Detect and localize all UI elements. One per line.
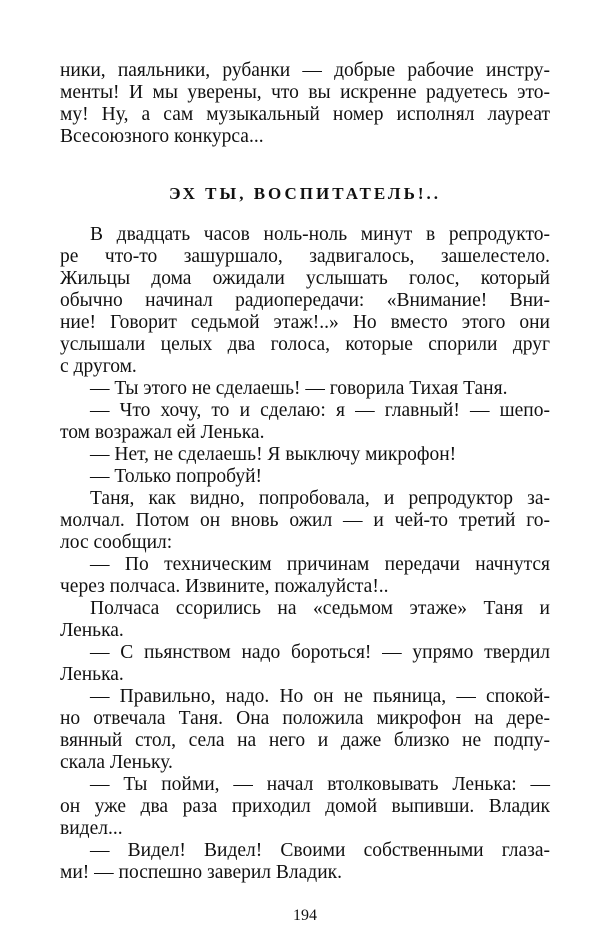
page-number: 194 xyxy=(293,907,317,924)
text-line: через полчаса. Извините, пожалуйста!.. xyxy=(60,576,389,597)
text-line: Полчаса ссорились на «седьмом этаже» Таня и xyxy=(90,598,550,619)
text-line: ре что-то зашуршало, задвигалось, зашелестело. xyxy=(60,246,550,267)
text-line: — Что хочу, то и сделаю: я — главный! — шепо- xyxy=(90,400,550,421)
section-heading: ЭХ ТЫ, ВОСПИТАТЕЛЬ!.. xyxy=(168,184,441,203)
text-line: Ленька. xyxy=(60,664,124,685)
text-line: — Ты пойми, — начал втолковывать Ленька: — xyxy=(90,774,550,795)
text-line: ми! — поспешно заверил Владик. xyxy=(60,862,343,883)
text-line: — По техническим причинам передачи начнутся xyxy=(90,554,550,575)
text-line: ники, паяльники, рубанки — добрые рабочие инстру- xyxy=(60,60,550,81)
text-line: но отвечала Таня. Она положила микрофон на дере- xyxy=(60,708,550,729)
text-line: В двадцать часов ноль-ноль минут в репродукто- xyxy=(90,224,550,245)
text-line: — Ты этого не сделаешь! — говорила Тихая Таня. xyxy=(90,378,508,399)
text-line: услышали целых два голоса, которые спорили друг xyxy=(60,334,550,355)
text-line: — С пьянством надо бороться! — упрямо твердил xyxy=(90,642,550,663)
text-line: — Видел! Видел! Своими собственными глаза- xyxy=(90,840,550,861)
text-line: — Правильно, надо. Но он не пьяница, — спокой- xyxy=(90,686,550,707)
text-line: обычно начинал радиопередачи: «Внимание! Вни- xyxy=(60,290,550,311)
text-line: менты! И мы уверены, что вы искренне радуетесь это- xyxy=(60,82,550,103)
text-line: скала Леньку. xyxy=(60,752,173,773)
text-line: ние! Говорит седьмой этаж!..» Но вместо этого они xyxy=(60,312,550,333)
text-line: молчал. Потом он вновь ожил — и чей-то третий го- xyxy=(60,510,550,531)
text-line: Таня, как видно, попробовала, и репродуктор за- xyxy=(90,488,550,509)
text-line: му! Ну, а сам музыкальный номер исполнял лауреат xyxy=(60,104,550,125)
text-line: том возражал ей Ленька. xyxy=(60,422,265,443)
text-line: — Только попробуй! xyxy=(90,466,263,487)
text-line: — Нет, не сделаешь! Я выключу микрофон! xyxy=(90,444,457,465)
text-line: видел... xyxy=(60,818,123,839)
text-line: с другом. xyxy=(60,356,137,377)
text-line: Жильцы дома ожидали услышать голос, который xyxy=(60,268,550,289)
text-line: Всесоюзного конкурса... xyxy=(60,126,264,147)
text-line: он уже два раза приходил домой выпивши. Владик xyxy=(60,796,550,817)
text-line: лос сообщил: xyxy=(60,532,173,553)
text-line: вянный стол, села на него и даже близко не подпу- xyxy=(60,730,550,751)
text-line: Ленька. xyxy=(60,620,124,641)
